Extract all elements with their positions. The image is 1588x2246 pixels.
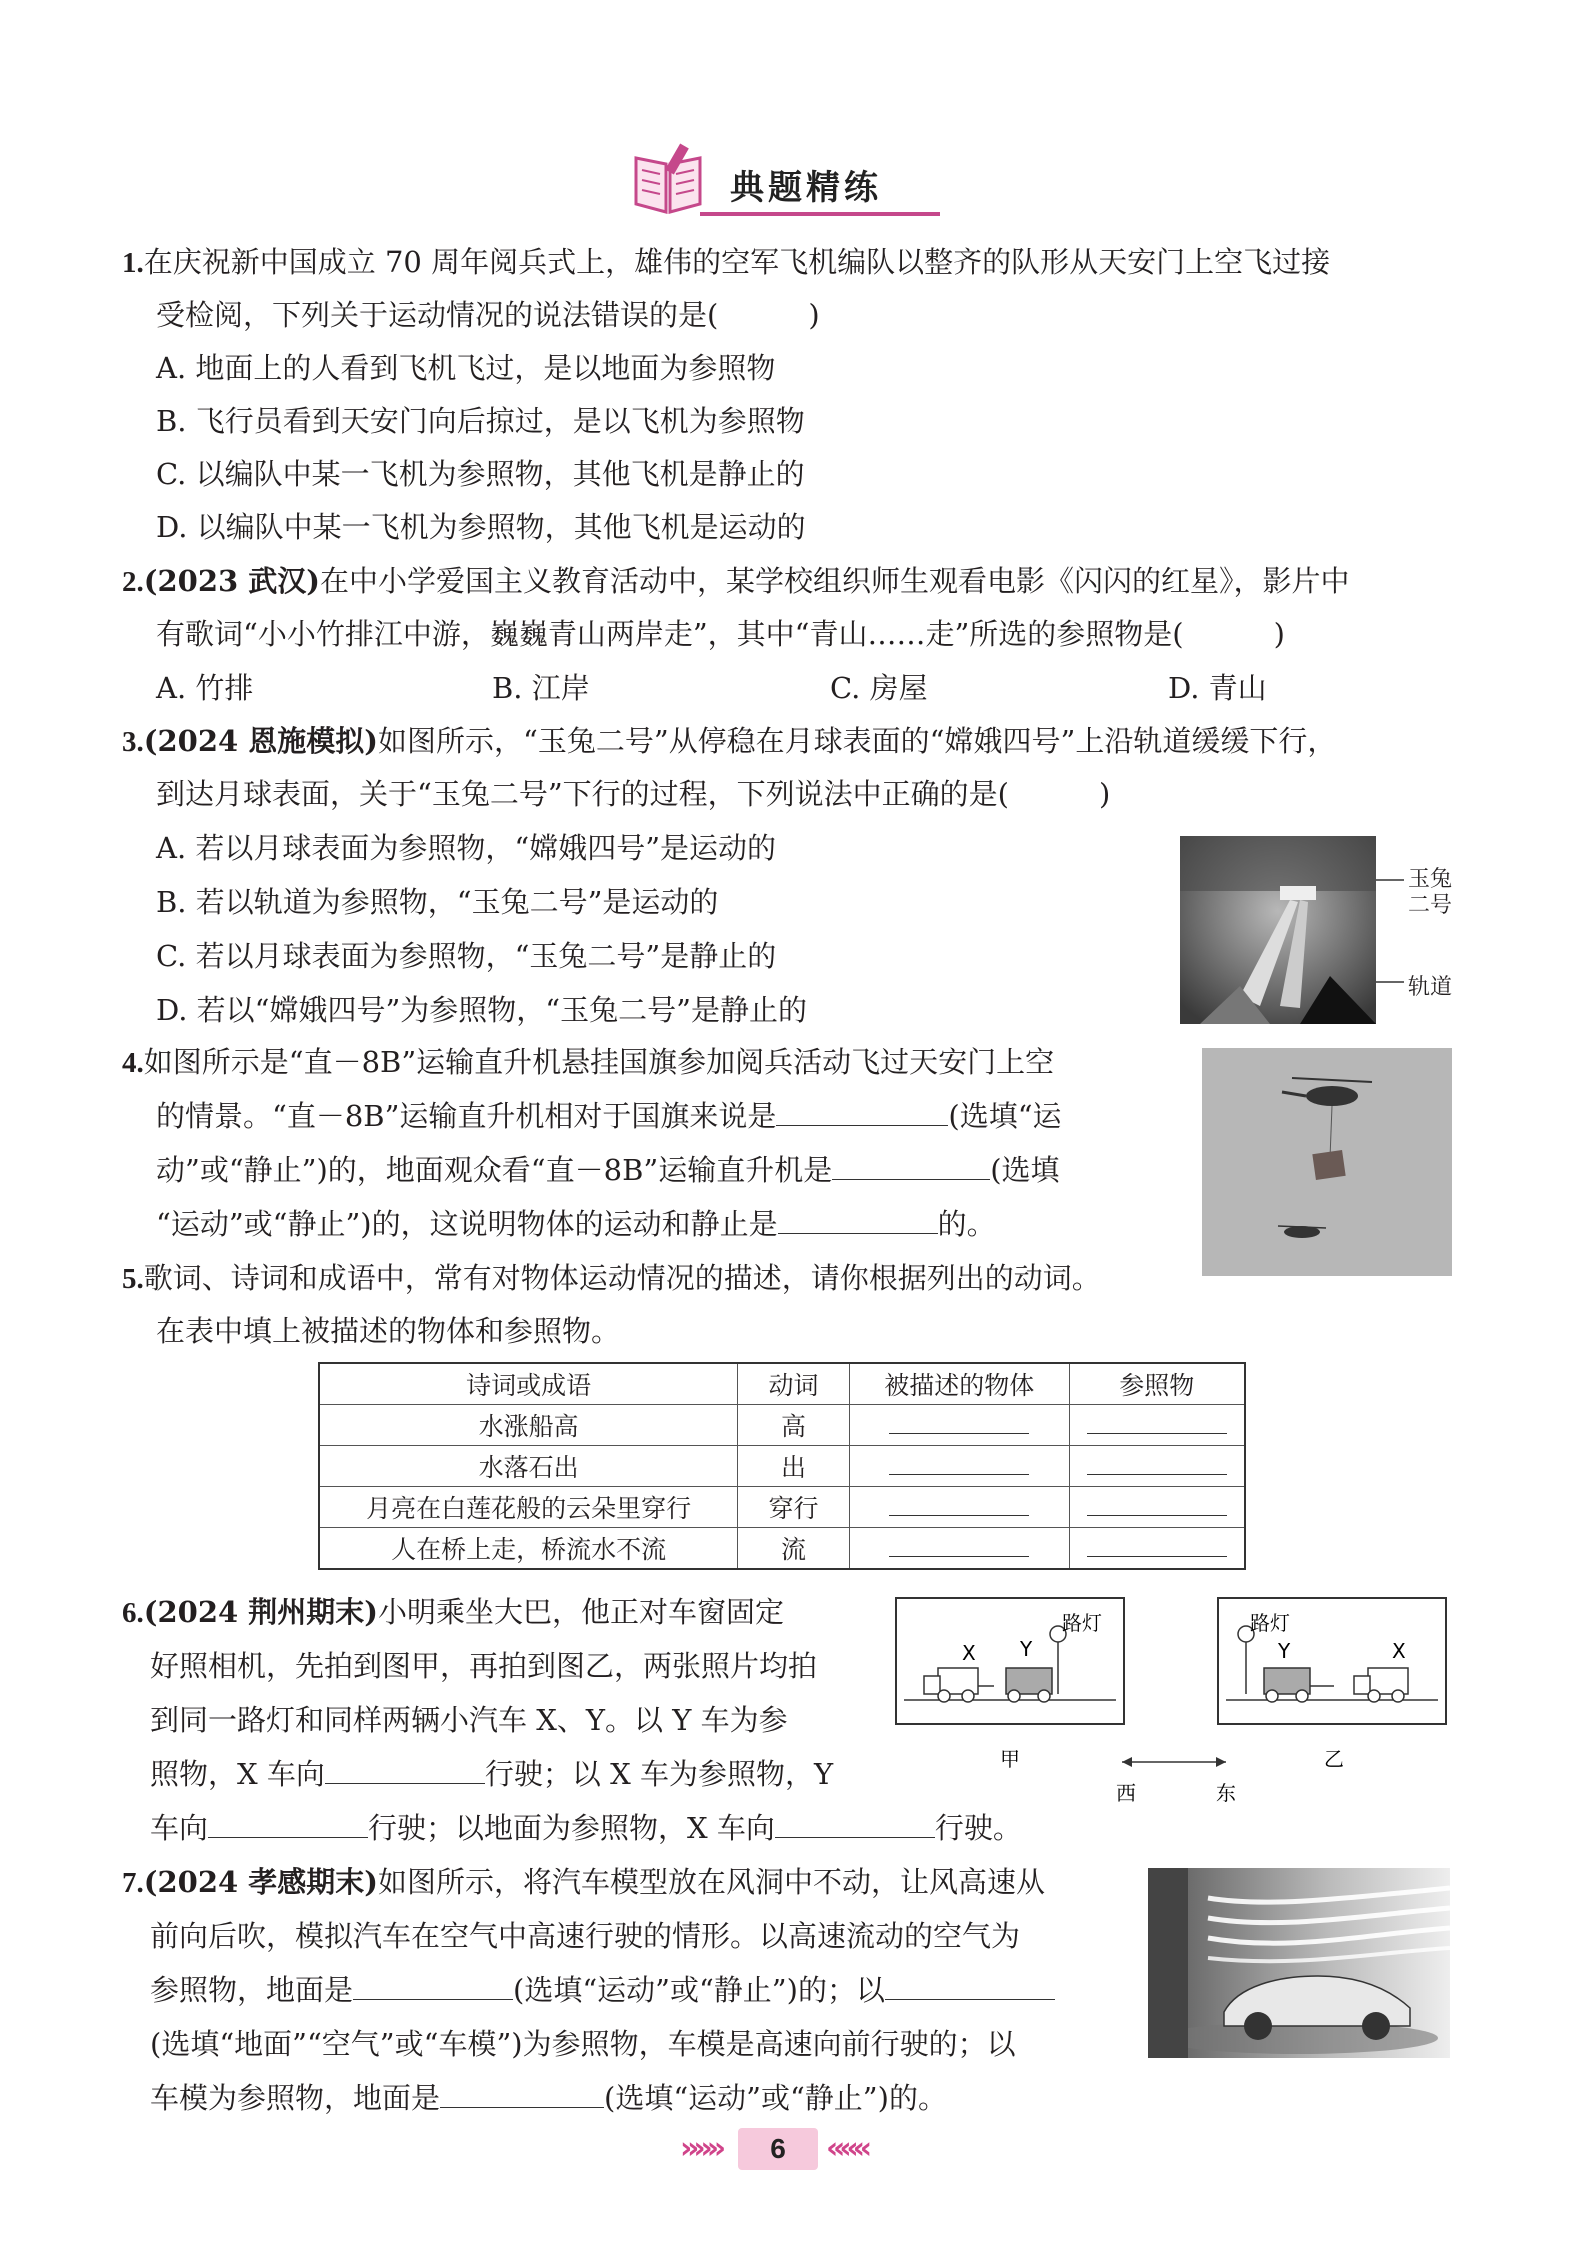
wind-tunnel-photo [1148, 1868, 1450, 2058]
q1-option-d: D. 以编队中某一飞机为参照物，其他飞机是运动的 [156, 510, 806, 544]
answer-blank[interactable] [1087, 1534, 1227, 1557]
helicopter-photo [1202, 1048, 1452, 1276]
label-y-yi: Y [1278, 1639, 1291, 1663]
helicopter-illustration [1202, 1048, 1452, 1276]
section-title: 典题精练 [730, 168, 882, 208]
q4-line2: 的情景。“直－8B”运输直升机相对于国旗来说是 (选填“运 [156, 1090, 1062, 1143]
table-row: 人在桥上走，桥流水不流 流 [319, 1528, 1245, 1570]
label-lamp-yi: 路灯 [1250, 1611, 1290, 1635]
table-header: 被描述的物体 [849, 1363, 1069, 1405]
q4-line3: 动”或“静止”)的，地面观众看“直－8B”运输直升机是 (选填 [156, 1144, 1060, 1197]
q3-stem-2: 到达月球表面，关于“玉兔二号”下行的过程，下列说法中正确的是( [156, 777, 1009, 811]
answer-blank[interactable] [1087, 1411, 1227, 1434]
answer-blank[interactable] [1087, 1452, 1227, 1475]
label-y-jia: Y [1020, 1637, 1033, 1661]
q6-line3: 到同一路灯和同样两辆小汽车 X、Y。以 Y 车为参 [150, 1703, 788, 1737]
q2-number: 2. [122, 566, 144, 598]
q3-line1 [122, 715, 1336, 769]
q5-line1: 5.歌词、诗词和成语中，常有对物体运动情况的描述，请你根据列出的动词。 [122, 1261, 1101, 1295]
q3-option-d: D. 若以“嫦娥四号”为参照物，“玉兔二号”是静止的 [156, 993, 807, 1027]
q1-number: 1. [122, 247, 144, 279]
answer-blank[interactable] [889, 1493, 1029, 1516]
car-x-yi [1310, 1668, 1408, 1702]
chevron-left-icon: ««« [826, 2131, 867, 2166]
car-y-jia [1006, 1668, 1052, 1702]
table-header: 动词 [738, 1363, 850, 1405]
q5-line2: 在表中填上被描述的物体和参照物。 [156, 1314, 621, 1348]
q7-source: (2024 孝感期末) [143, 1865, 379, 1899]
label-track: 轨道 [1408, 975, 1453, 1000]
q1-option-c: C. 以编队中某一飞机为参照物，其他飞机是静止的 [156, 457, 805, 491]
table-row: 水落石出 出 [319, 1446, 1245, 1487]
table-header-row [319, 1363, 1245, 1405]
answer-blank[interactable] [889, 1534, 1029, 1557]
q6-blank-2[interactable] [208, 1807, 368, 1838]
q7-blank-2[interactable] [885, 1969, 1055, 2000]
q2-line1 [122, 555, 1350, 609]
q6-line4: 照物，X 车向 行驶；以 X 车为参照物，Y [150, 1748, 833, 1801]
page-number: 6 [738, 2128, 818, 2170]
q6-line1: 6.(2024 荆州期末)小明乘坐大巴，他正对车窗固定 [122, 1595, 785, 1629]
q3-leader-lines [1376, 860, 1406, 990]
q7-line2: 前向后吹，模拟汽车在空气中高速行驶的情形。以高速流动的空气为 [150, 1919, 1021, 1953]
car-y-yi [1264, 1668, 1310, 1702]
q3-number: 3. [122, 726, 144, 758]
wind-tunnel-illustration [1148, 1868, 1450, 2058]
q3-stem-1: 如图所示，“玉兔二号”从停稳在月球表面的“嫦娥四号”上沿轨道缓缓下行， [378, 724, 1337, 758]
q5-number: 5. [122, 1263, 144, 1295]
q4-blank-3[interactable] [778, 1203, 938, 1234]
q7-line4: (选填“地面”“空气”或“车模”)为参照物，车模是高速向前行驶的；以 [150, 2027, 1016, 2061]
q7-line5: 车模为参照物，地面是 (选填“运动”或“静止”)的。 [150, 2072, 947, 2125]
table-header: 参照物 [1069, 1363, 1245, 1405]
answer-blank[interactable] [1087, 1493, 1227, 1516]
q1-stem-2: 受检阅，下列关于运动情况的说法错误的是( [156, 298, 719, 332]
q2-option-c: C. 房屋 [830, 671, 928, 705]
label-x-yi: X [1392, 1639, 1406, 1663]
q3-option-b: B. 若以轨道为参照物，“玉兔二号”是运动的 [156, 885, 719, 919]
car-x-jia [924, 1668, 994, 1702]
q2-line2: 有歌词“小小竹排江中游，巍巍青山两岸走”，其中“青山……走”所选的参照物是( ) [156, 617, 1285, 651]
label-west: 西 [1116, 1781, 1136, 1805]
q3-option-a: A. 若以月球表面为参照物，“嫦娥四号”是运动的 [156, 831, 777, 865]
caption-jia: 甲 [1000, 1747, 1020, 1771]
q6-number: 6. [122, 1597, 144, 1629]
q3-source: (2024 恩施模拟) [143, 724, 379, 758]
q7-number: 7. [122, 1867, 144, 1899]
q7-blank-3[interactable] [440, 2077, 604, 2108]
q2-stem-2: 有歌词“小小竹排江中游，巍巍青山两岸走”，其中“青山……走”所选的参照物是( [156, 617, 1184, 651]
label-rover-1: 玉兔 [1408, 867, 1453, 892]
caption-yi: 乙 [1324, 1747, 1344, 1771]
q7-line1: 7.(2024 孝感期末)如图所示，将汽车模型放在风洞中不动，让风高速从 [122, 1865, 1046, 1899]
q1-option-b: B. 飞行员看到天安门向后掠过，是以飞机为参照物 [156, 404, 805, 438]
q4-blank-1[interactable] [776, 1095, 948, 1126]
q1-line2: 受检阅，下列关于运动情况的说法错误的是( ) [156, 298, 820, 332]
table-row: 水涨船高 高 [319, 1405, 1245, 1446]
chevron-right-icon: »»» [680, 2131, 721, 2166]
q6-blank-1[interactable] [325, 1753, 485, 1784]
q2-stem-1: 在中小学爱国主义教育活动中，某学校组织师生观看电影《闪闪的红星》，影片中 [320, 564, 1350, 598]
q6-line5: 车向 行驶；以地面为参照物，X 车向 行驶。 [150, 1802, 1022, 1855]
q2-option-d: D. 青山 [1168, 671, 1267, 705]
q1-stem-1: 在庆祝新中国成立 70 周年阅兵式上，雄伟的空军飞机编队以整齐的队形从天安门上空飞过接 [143, 245, 1331, 279]
q1-option-a: A. 地面上的人看到飞机飞过，是以地面为参照物 [156, 351, 776, 385]
title-underline [700, 212, 940, 216]
lunar-rover-illustration [1180, 836, 1376, 1024]
q2-option-b: B. 江岸 [492, 671, 590, 705]
q4-number: 4. [122, 1047, 144, 1079]
q3-option-c: C. 若以月球表面为参照物，“玉兔二号”是静止的 [156, 939, 777, 973]
lamp-yi [1238, 1626, 1254, 1694]
q2-source: (2023 武汉) [143, 564, 321, 598]
q6-line2: 好照相机，先拍到图甲，再拍到图乙，两张照片均拍 [150, 1649, 818, 1683]
label-rover-2: 二号 [1408, 893, 1453, 918]
q2-option-a: A. 竹排 [156, 671, 254, 705]
answer-blank[interactable] [889, 1452, 1029, 1475]
q3-line2: 到达月球表面，关于“玉兔二号”下行的过程，下列说法中正确的是( ) [156, 777, 1111, 811]
table-row: 月亮在白莲花般的云朵里穿行 穿行 [319, 1487, 1245, 1528]
q4-blank-2[interactable] [832, 1149, 990, 1180]
q6-blank-3[interactable] [775, 1807, 935, 1838]
label-lamp-jia: 路灯 [1062, 1611, 1102, 1635]
q4-line4: “运动”或“静止”)的，这说明物体的运动和静止是 的。 [156, 1198, 996, 1251]
lunar-rover-photo [1180, 836, 1376, 1024]
book-icon [628, 140, 708, 220]
table-header: 诗词或成语 [319, 1363, 738, 1405]
q4-line1: 4.如图所示是“直－8B”运输直升机悬挂国旗参加阅兵活动飞过天安门上空 [122, 1045, 1055, 1079]
q5-table [318, 1362, 1246, 1570]
q6-car-figure [894, 1596, 1454, 1810]
label-x-jia: X [962, 1641, 976, 1665]
label-east: 东 [1216, 1781, 1236, 1805]
q6-source: (2024 荆州期末) [143, 1595, 379, 1629]
q1-line1 [122, 236, 1330, 290]
answer-blank[interactable] [889, 1411, 1029, 1434]
q7-line3: 参照物，地面是 (选填“运动”或“静止”)的；以 [150, 1964, 1055, 2017]
q7-blank-1[interactable] [353, 1969, 513, 2000]
